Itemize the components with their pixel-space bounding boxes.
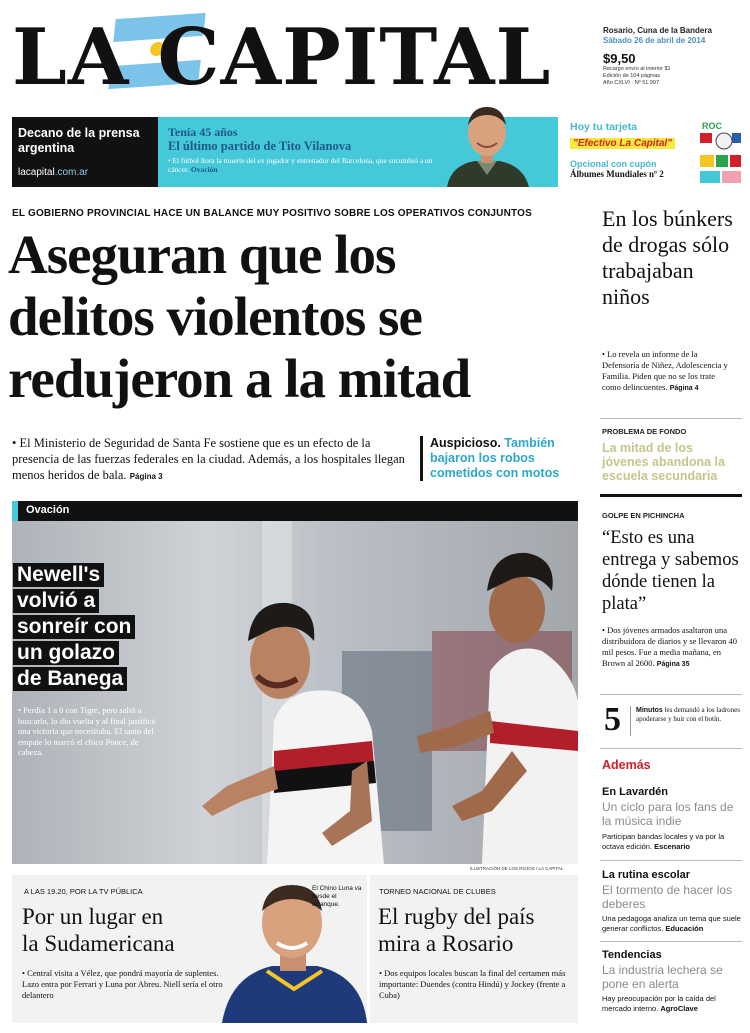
photo-headline-line: sonreír con — [13, 615, 135, 639]
headline-line: delitos violentos se — [8, 286, 422, 347]
ademas-item-title: La rutina escolar — [602, 869, 691, 881]
story-lead: • Dos equipos locales buscan la final del certamen más importante: Duendes (contra Hindú) y Jockey (frente a Cuba) — [379, 968, 566, 1000]
ademas-ref[interactable]: Educación — [665, 923, 704, 933]
ademas-text: Hay preocupación por la caída del mercado interno. — [602, 994, 716, 1013]
teaser-headline: El último partido de Tito Vilanova — [168, 139, 352, 153]
promo-line2: "Efectivo La Capital" — [570, 138, 675, 149]
ademas-item-headline[interactable]: Un ciclo para los fans de la música indie — [602, 800, 734, 828]
svg-text:ROC: ROC — [702, 121, 722, 131]
tagline-box — [12, 117, 158, 187]
stat-text — [636, 706, 740, 724]
aside-text: También bajaron los robos cometidos con motos — [430, 436, 560, 480]
url-suffix: .com.ar — [54, 167, 89, 178]
aside-teaser[interactable] — [420, 436, 585, 481]
promo-box[interactable] — [568, 117, 698, 187]
newspaper-title[interactable]: LA CAPITAL — [12, 12, 552, 103]
photo-note: El Chino Luna va desde el arranque. — [312, 885, 362, 908]
sidebar-lead-text: • Dos jóvenes armados asaltaron una distribuidora de diarios y se llevaron 40 mil pesos. Fue a media mañana, en Brown al 2600. — [602, 625, 738, 668]
ademas-ref[interactable]: Escenario — [654, 841, 690, 851]
stat-desc: les demandó a los ladrones apoderarse y huir con el botín. — [636, 706, 741, 723]
main-lead-ref[interactable]: Página 3 — [129, 472, 163, 481]
rugby-story[interactable] — [370, 875, 578, 1023]
photo-headline-line: Newell's — [13, 563, 104, 587]
sidebar-lead-text: • Lo revela un informe de la Defensoría de Niñez, Adolescencia y Familia. Piden que no se los trate como delincuentes. — [602, 349, 728, 392]
story-headline — [378, 903, 578, 957]
main-kicker: EL GOBIERNO PROVINCIAL HACE UN BALANCE MUY POSITIVO SOBRE LOS OPERATIVOS CONJUNTOS — [12, 208, 532, 219]
headline-line: Aseguran que los — [8, 224, 396, 285]
ademas-item-headline[interactable]: El tormento de hacer los deberes — [602, 883, 733, 911]
story-kicker: TORNEO NACIONAL DE CLUBES — [379, 887, 496, 896]
teaser-lead — [168, 156, 438, 174]
ademas-item-title: Tendencias — [602, 949, 662, 961]
story-headline — [22, 903, 242, 957]
sudamericana-story[interactable] — [12, 875, 367, 1023]
edition-info — [603, 26, 743, 87]
teaser-lead-text: • El fútbol llora la muerte del ex jugador y entrenador del Barcelona, que sucumbió a un cáncer. — [168, 156, 433, 174]
ademas-item-headline[interactable]: La industria lechera se pone en alerta — [602, 963, 723, 991]
photo-caption: • Perdía 1 a 0 con Tigre, pero salió a buscarlo, lo dio vuelta y al final justificó una victoria que necesitaba. El tanto del empate lo marcó el chico Ponce, de cabeza. — [18, 705, 156, 757]
right-sidebar — [596, 200, 742, 1022]
url-main: lacapital — [18, 167, 55, 178]
ademas-title: Además — [602, 758, 651, 772]
ademas-item-text — [602, 832, 742, 851]
main-lead — [12, 435, 412, 485]
promo-line3: Opcional con cupón — [570, 159, 657, 169]
section-bar-ovacion — [12, 501, 578, 521]
stat-number: 5 — [604, 701, 621, 738]
photo-headline[interactable] — [13, 563, 163, 693]
promo-line4: Álbumes Mundiales nº 2 — [570, 169, 664, 179]
story-lead: • Central visita a Vélez, que pondrá mayoría de suplentes. Lazo entra por Ferrari y Luna por Abreu. Niell sería el otro delantero — [22, 968, 223, 1000]
sidebar-ref[interactable]: Página 4 — [669, 385, 699, 392]
teaser-ref: Ovación — [190, 165, 218, 174]
ademas-item-title: En Lavardén — [602, 786, 669, 798]
sidebar-headline-escuela[interactable]: La mitad de los jóvenes abandona la escuela secundaria — [602, 441, 725, 483]
masthead — [12, 12, 590, 103]
coach-portrait-photo — [437, 95, 537, 187]
city-motto: Rosario, Cuna de la Bandera — [603, 26, 712, 35]
main-lead-text: • El Ministerio de Seguridad de Santa Fe sostiene que es un efecto de la presencia de las fuerzas federales en la ciudad. Además, a los hospitales llegan menos heridos de bala. — [12, 436, 405, 482]
story-headline-line: Por un lugar en — [22, 904, 164, 929]
story-headline-line: El rugby del país — [378, 904, 535, 929]
teaser-kicker: Tenía 45 años — [168, 125, 238, 139]
sidebar-kicker: PROBLEMA DE FONDO — [602, 427, 687, 436]
issue-number: Año CXLVI · Nº 51.997 — [603, 80, 660, 86]
ademas-item-text — [602, 994, 742, 1013]
sidebar-ref[interactable]: Página 35 — [656, 661, 690, 668]
ademas-text: Una pedagoga analiza un tema que suele generar conflictos. — [602, 914, 741, 933]
sidebar-kicker: GOLPE EN PICHINCHA — [602, 511, 685, 520]
headline-line: redujeron a la mitad — [8, 348, 471, 409]
photo-headline-line: de Banega — [13, 667, 127, 691]
website-link[interactable] — [18, 167, 88, 178]
sidebar-headline-pichincha[interactable]: “Esto es una entrega y sabemos dónde tienen la plata” — [602, 528, 739, 614]
world-cup-album-icon — [698, 117, 742, 187]
stat-bold: Minutos — [636, 707, 663, 714]
edition-date: Sábado 26 de abril de 2014 — [603, 36, 706, 45]
story-headline-line: la Sudamericana — [22, 931, 175, 956]
top-banner — [12, 117, 742, 187]
section-marker — [12, 501, 18, 521]
sidebar-headline-bunkers[interactable]: En los búnkers de drogas sólo trabajaban niños — [602, 206, 733, 309]
story-kicker: A LAS 19.20, POR LA TV PÚBLICA — [24, 887, 143, 896]
sidebar-lead — [602, 349, 732, 394]
promo-line1: Hoy tu tarjeta — [570, 121, 638, 133]
section-label: Ovación — [26, 504, 70, 516]
price-note: Recargo envío al interior $1 — [603, 66, 671, 72]
photo-headline-line: un golazo — [13, 641, 119, 665]
aside-kicker: Auspicioso. — [430, 436, 501, 450]
ademas-text: Participan bandas locales y va por la octava edición. — [602, 832, 725, 851]
price: $9,50 — [603, 51, 636, 66]
main-headline[interactable] — [8, 224, 598, 410]
sidebar-lead — [602, 625, 738, 670]
story-headline-line: mira a Rosario — [378, 931, 514, 956]
photo-credit: ILUSTRACIÓN DE LOS ROJOS / LA CAPITAL — [470, 866, 564, 871]
ademas-ref[interactable]: AgroClave — [660, 1003, 698, 1013]
tagline: Decano de la prensa argentina — [18, 126, 140, 155]
photo-headline-line: volvió a — [13, 589, 99, 613]
ademas-item-text — [602, 914, 742, 933]
pages-note: Edición de 104 páginas — [603, 73, 661, 79]
